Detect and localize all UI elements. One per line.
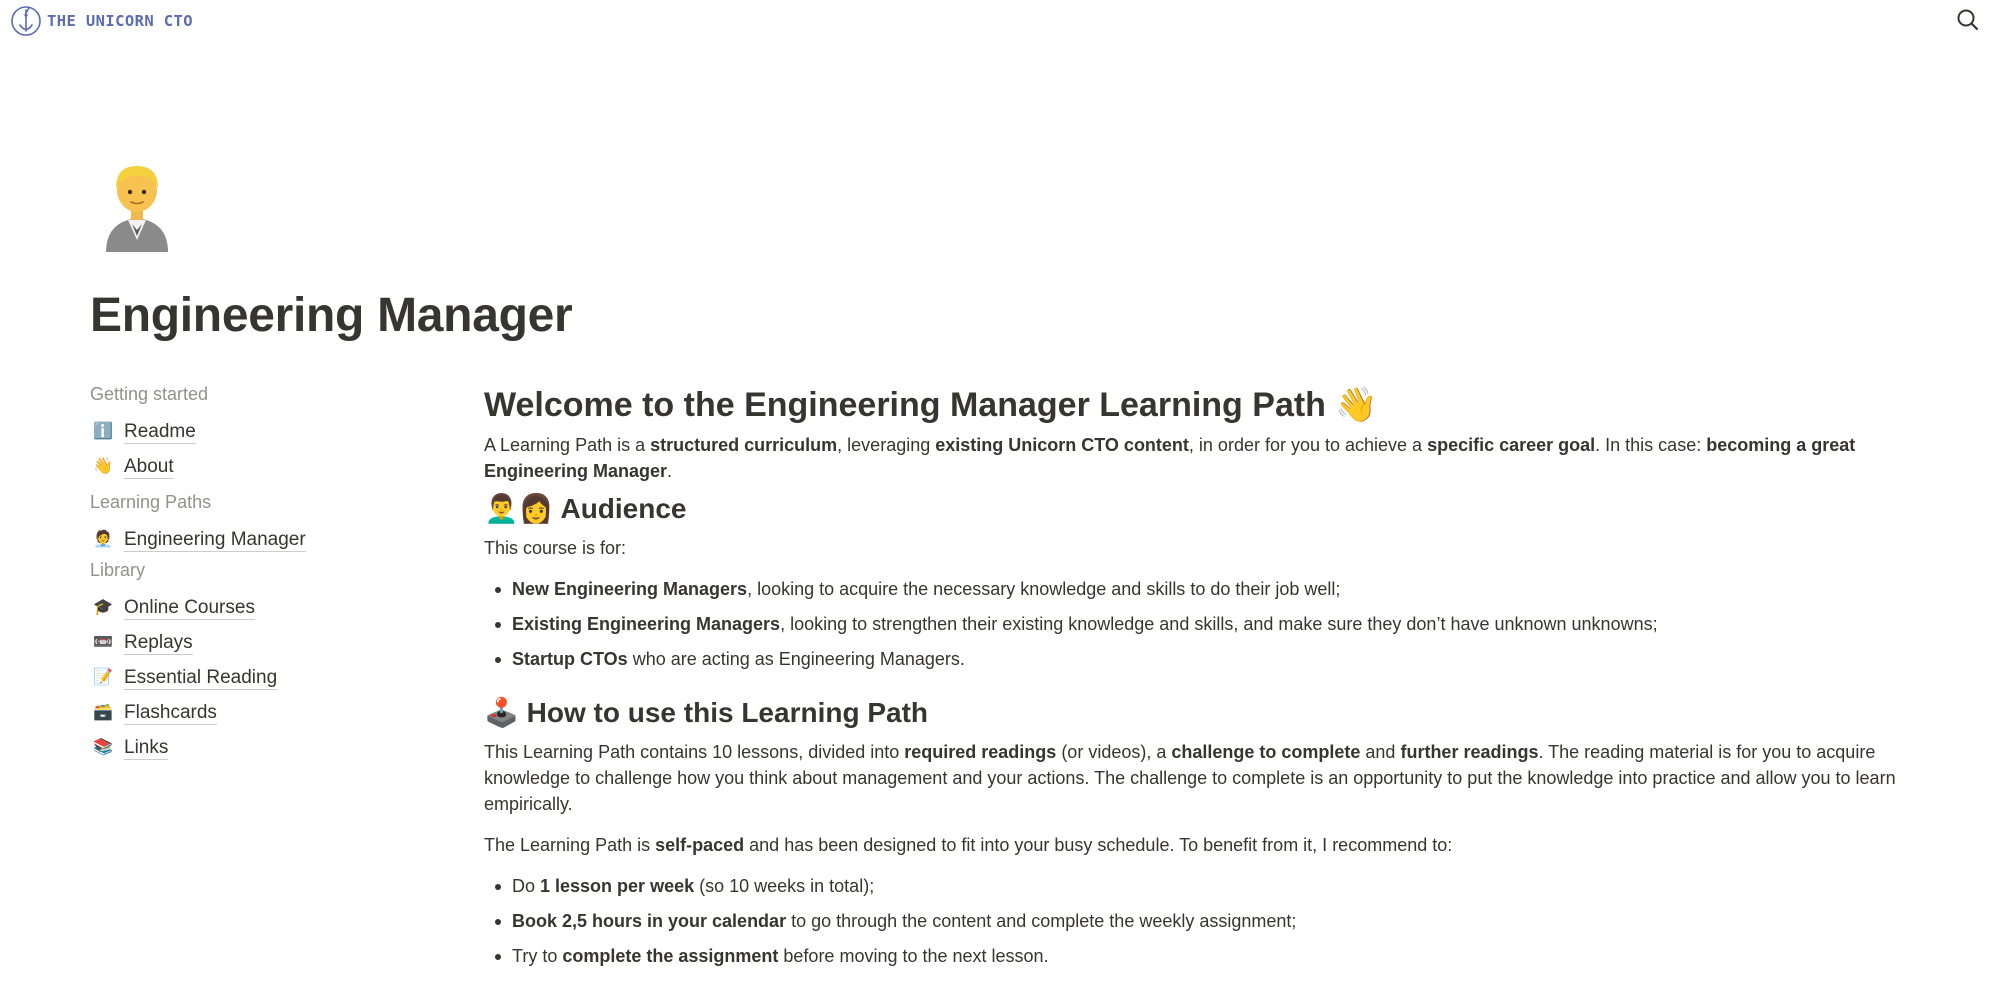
recommend-list [484, 873, 1296, 978]
person-in-suit-icon: 🧑‍💼 [93, 531, 113, 548]
site-logo-text: THE UNICORN CTO [47, 12, 193, 30]
sidebar-item-label: Flashcards [124, 701, 217, 723]
person-in-suit-icon [98, 160, 176, 252]
sidebar-section-library: Library [90, 560, 146, 580]
sidebar-item-label: Essential Reading [124, 666, 278, 688]
sidebar-item-label: Replays [124, 631, 193, 653]
list-item-text: Try to [512, 946, 563, 966]
howto-paragraph [484, 739, 1964, 817]
books-icon: 📚 [93, 739, 113, 756]
sidebar-item-essential-reading[interactable] [90, 663, 277, 693]
sidebar-section-getting-started: Getting started [90, 384, 209, 404]
howto-heading: 🕹️ How to use this Learning Path [484, 697, 929, 728]
intro-text: , in order for you to achieve a [1188, 435, 1428, 455]
search-icon[interactable] [1955, 7, 1981, 33]
sidebar-item-label: Links [124, 736, 169, 758]
welcome-heading: Welcome to the Engineering Manager Learning Path 👋 [484, 386, 1378, 424]
list-item [484, 611, 1658, 646]
list-item-bold: 1 lesson per week [540, 876, 695, 896]
howto-bold: further readings [1400, 742, 1539, 762]
list-item-text: before moving to the next lesson. [778, 946, 1049, 966]
sidebar-item-label: Readme [124, 420, 196, 442]
list-item [484, 873, 1296, 908]
intro-text: . In this case: [1595, 435, 1707, 455]
waving-hand-icon: 👋 [93, 458, 113, 475]
sidebar-section-learning-paths: Learning Paths [90, 492, 212, 512]
list-item-bold: Existing Engineering Managers [512, 614, 781, 634]
list-item [484, 576, 1658, 611]
selfpaced-paragraph [484, 832, 1964, 858]
list-item-text: who are acting as Engineering Managers. [627, 649, 965, 669]
sidebar-item-replays[interactable] [90, 628, 193, 658]
sidebar-item-engineering-manager[interactable] [90, 525, 306, 555]
list-item-bold: New Engineering Managers [512, 579, 748, 599]
intro-bold: structured curriculum [650, 435, 838, 455]
info-icon: ℹ️ [93, 423, 113, 440]
list-item [484, 646, 1658, 681]
intro-bold: becoming a great Engineering Manager [484, 435, 1856, 481]
sidebar-item-label: Online Courses [124, 596, 255, 618]
sidebar-item-label: Engineering Manager [124, 528, 306, 550]
page-title: Engineering Manager [90, 289, 573, 342]
selfpaced-text: and has been designed to fit into your busy schedule. To benefit from it, I recommend to: [744, 835, 1453, 855]
card-file-box-icon: 🗃️ [93, 704, 113, 721]
audience-intro: This course is for: [484, 538, 627, 558]
site-logo[interactable] [10, 5, 193, 37]
selfpaced-text: The Learning Path is [484, 835, 656, 855]
audience-list [484, 576, 1658, 681]
sidebar-item-readme[interactable] [90, 417, 196, 447]
list-item-bold: Startup CTOs [512, 649, 628, 669]
memo-icon: 📝 [93, 669, 113, 686]
intro-bold: existing Unicorn CTO content [935, 435, 1189, 455]
top-bar [0, 0, 2000, 40]
list-item-text: Do [512, 876, 541, 896]
howto-text: (or videos), a [1056, 742, 1172, 762]
sidebar-item-online-courses[interactable] [90, 593, 255, 623]
list-item-bold: complete the assignment [562, 946, 779, 966]
graduation-cap-icon: 🎓 [93, 599, 113, 616]
howto-text: This Learning Path contains 10 lessons, divided into [484, 742, 905, 762]
howto-bold: challenge to complete [1171, 742, 1361, 762]
list-item-text: (so 10 weeks in total); [694, 876, 875, 896]
howto-text: and [1360, 742, 1401, 762]
intro-bold: specific career goal [1427, 435, 1596, 455]
list-item [484, 908, 1296, 943]
howto-text: . The reading material is for you to acquire knowledge to challenge how you think about management and your actions. The challenge to complete is an opportunity to put the knowledge into practice and allow you to learn empirically. [484, 742, 1896, 814]
howto-bold: required readings [904, 742, 1057, 762]
list-item-text: , looking to strengthen their existing knowledge and skills, and make sure they don’t have unknown unknowns; [780, 614, 1658, 634]
list-item-text: to go through the content and complete the weekly assignment; [786, 911, 1297, 931]
list-item-text: , looking to acquire the necessary knowledge and skills to do their job well; [747, 579, 1341, 599]
selfpaced-bold: self-paced [655, 835, 745, 855]
sidebar-item-about[interactable] [90, 452, 174, 482]
intro-text: , leveraging [837, 435, 936, 455]
intro-paragraph [484, 432, 1964, 484]
unicorn-anchor-logo-icon [10, 5, 42, 37]
sidebar-item-links[interactable] [90, 733, 168, 763]
list-item-bold: Book 2,5 hours in your calendar [512, 911, 787, 931]
sidebar-item-flashcards[interactable] [90, 698, 217, 728]
intro-text: . [667, 461, 673, 481]
videocassette-icon: 📼 [93, 634, 113, 651]
audience-heading: 👨‍🦱👩 Audience [484, 493, 687, 524]
intro-text: A Learning Path is a [484, 435, 651, 455]
list-item [484, 943, 1296, 978]
sidebar-item-label: About [124, 455, 174, 477]
